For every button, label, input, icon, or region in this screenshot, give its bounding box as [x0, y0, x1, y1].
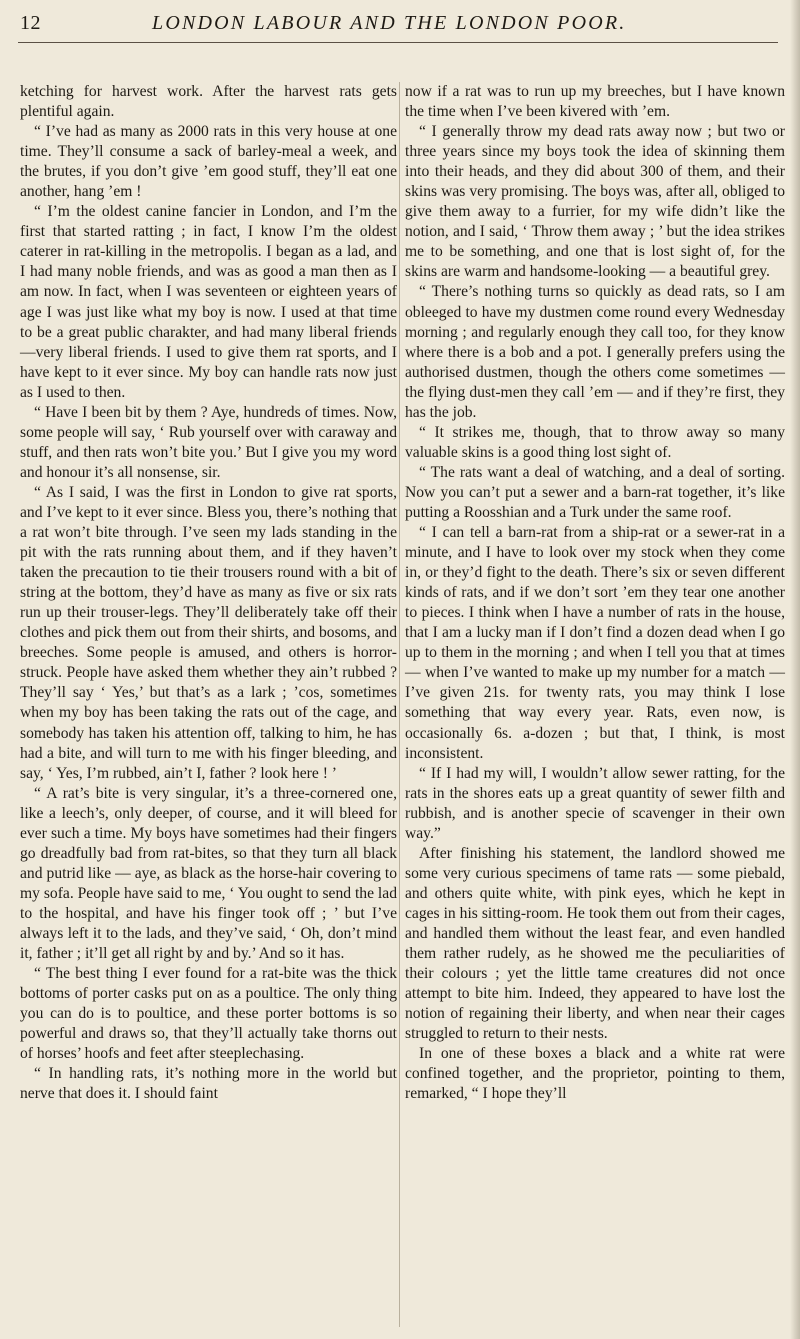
paragraph: “ I’ve had as many as 2000 rats in this very house at one time. They’ll consume a sack of barley-meal a week, and the brutes, if you don’t give ’em good stuff, they’ll eat one another, hang ’em !	[20, 123, 397, 201]
paragraph: “ A rat’s bite is very singular, it’s a three-cornered one, like a leech’s, only deeper, of course, and it will bleed for ever such a time. My boys have sometimes had their fingers go dreadfully bad from rat-bites, so that they turn all black and putrid like — aye, as black as the horse-hair covering to my sofa. People have said to me, ‘ You ought to send the lad to the hospital, and have his finger took off ; ’ but I’ve always left it to the lads, and they’ve said, ‘ Oh, don’t mind it, father ; it’ll get all right by and by.’ And so it has.	[20, 784, 397, 963]
paragraph: “ As I said, I was the first in London to give rat sports, and I’ve kept to it ever since. Bless you, there’s nothing that a rat won’t bite through. I’ve seen my lads standing in the pit with the rats running about them, and if they haven’t taken the precaution to tie their trousers round with a bit of string at the bottom, they’d have as many as five or six rats run up their trouser-legs. They’ll deliberately take off their clothes and pick them out from their shirts, and bosoms, and breeches. Some people is amused, and others is horror-struck. People have asked them whether they ain’t rubbed ? They’ll say ‘ Yes,’ but that’s as a lark ; ’cos, sometimes when my boy has been taking the rats out of the cage, and somebody has taken his attention off, talking to him, he has had a bite, and will turn to me with his finger bleeding, and say, ‘ Yes, I’m rubbed, ain’t I, father ? look here ! ’	[20, 483, 397, 782]
paragraph: In one of these boxes a black and a white rat were confined together, and the proprietor, pointing to them, remarked, “ I hope they’ll	[405, 1045, 785, 1103]
header-rule	[18, 42, 778, 43]
paragraph: “ I’m the oldest canine fancier in London, and I’m the first that started ratting ; in fact, I know I’m the oldest caterer in rat-killing in the metropolis. I began as a lad, and I had many noble friends, and was as good a man then as I am now. In fact, when I was seventeen or eighteen years of age I was just like what my boy is now. I used at that time to be a great public charakter, and had many liberal friends —very liberal friends. I used to give them rat sports, and I have kept to it ever since. My boy can handle rats now just as I used to then.	[20, 203, 397, 401]
paragraph: “ In handling rats, it’s nothing more in the world but nerve that does it. I should faint	[20, 1065, 397, 1103]
page-header	[20, 12, 778, 38]
running-title: LONDON LABOUR AND THE LONDON POOR.	[152, 12, 627, 34]
column-divider	[399, 82, 400, 1327]
paragraph: After finishing his statement, the landlord showed me some very curious specimens of tame rats — some piebald, and others quite white, with pink eyes, which he kept in cages in his sitting-room. He took them out from their cages, and handled them without the least fear, and even handled them rather rudely, as he showed me the peculiarities of their colours ; yet the little tame creatures did not once attempt to bite him. Indeed, they appeared to have lost the notion of regaining their liberty, and when near their cages struggled to return to their nests.	[405, 844, 785, 1043]
page-number: 12	[20, 12, 41, 34]
paragraph: “ The best thing I ever found for a rat-bite was the thick bottoms of porter casks put on as a poultice. The only thing you can do is to poultice, and these porter bottoms is so powerful and draws so, that they’ll actually take thorns out of horses’ hoofs and feet after steeplechasing.	[20, 965, 397, 1063]
page-edge-shadow	[790, 0, 800, 1339]
paragraph: “ Have I been bit by them ? Aye, hundreds of times. Now, some people will say, ‘ Rub yourself over with caraway and stuff, and then rats won’t bite you.’ But I give you my word and honour it’s all nonsense, sir.	[20, 403, 397, 481]
left-column	[20, 82, 397, 1104]
paragraph: “ I generally throw my dead rats away now ; but two or three years since my boys took the idea of skinning them into their heads, and they did about 300 of them, and their skins was very promising. The boys was, after all, obliged to give them away to a furrier, for my wife didn’t like the notion, and I said, ‘ Throw them away ; ’ but the idea strikes me to be something, and one that is lost sight of, for the skins are warm and handsome-looking — a beautiful grey.	[405, 123, 785, 281]
right-column	[405, 82, 785, 1104]
paragraph: “ There’s nothing turns so quickly as dead rats, so I am obleeged to have my dustmen come round every Wednesday morning ; and regularly enough they call too, for they know where there is a bob and a pot. I generally prefers using the authorised dustmen, though the others come sometimes — the flying dust-men they call ’em — and if they’re first, they has the job.	[405, 283, 785, 421]
paragraph: “ It strikes me, though, that to throw away so many valuable skins is a good thing lost sight of.	[405, 423, 785, 461]
paragraph: “ If I had my will, I wouldn’t allow sewer ratting, for the rats in the shores eats up a great quantity of sewer filth and rubbish, and is another specie of scavenger in their own way.”	[405, 764, 785, 842]
paragraph: now if a rat was to run up my breeches, but I have known the time when I’ve been kivered with ’em.	[405, 83, 785, 121]
paragraph: ketching for harvest work. After the harvest rats gets plentiful again.	[20, 83, 397, 121]
paragraph: “ I can tell a barn-rat from a ship-rat or a sewer-rat in a minute, and I have to look over my stock when they come in, or they’d fight to the death. There’s six or seven different kinds of rats, and if we don’t sort ’em they tear one another to pieces. I think when I have a number of rats in the house, that I am a lucky man if I don’t find a dozen dead when I go up to them in the morning ; and when I tell you that at times — when I’ve wanted to make up my number for a match — I’ve given 21s. for twenty rats, you may think I lose something that way every year. Rats, even now, is occasionally 6s. a-dozen ; but that, I think, is most inconsistent.	[405, 524, 785, 762]
paragraph: “ The rats want a deal of watching, and a deal of sorting. Now you can’t put a sewer and a barn-rat together, it’s like putting a Roosshian and a Turk under the same roof.	[405, 463, 785, 521]
